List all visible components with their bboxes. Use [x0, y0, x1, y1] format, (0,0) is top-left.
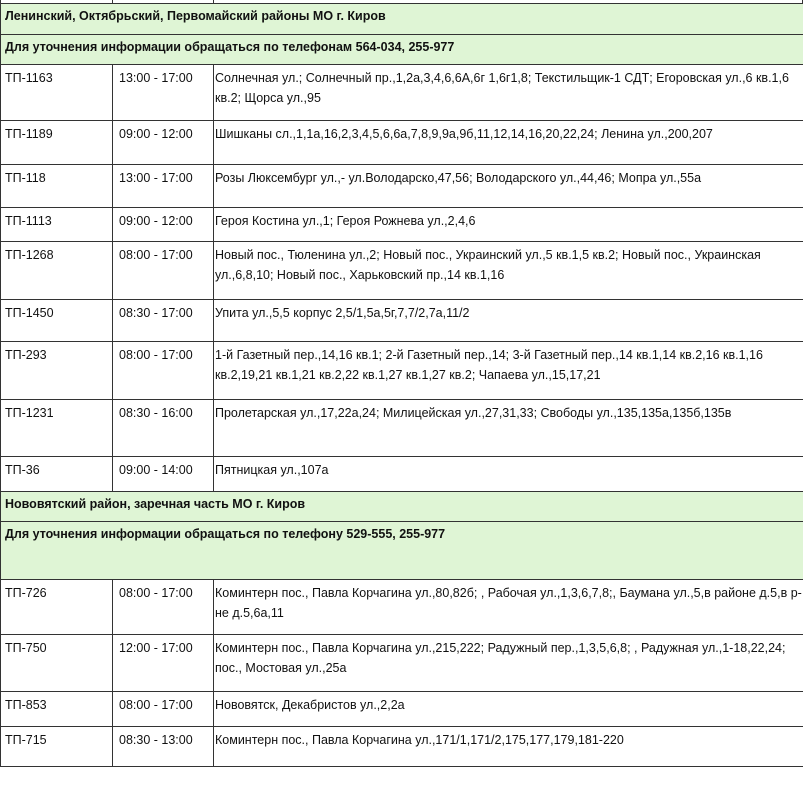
substation-id: ТП-293 — [1, 342, 113, 400]
outage-time: 08:00 - 17:00 — [113, 692, 214, 727]
addresses: 1-й Газетный пер.,14,16 кв.1; 2-й Газетный пер.,14; 3-й Газетный пер.,14 кв.1,14 кв.2,16 кв.1,16 кв.2,19,21 кв.1,21 кв.2,22 кв.1,27 кв.1,27 кв.2; Чапаева ул.,15,17,21 — [214, 342, 803, 400]
outage-time: 13:00 - 17:00 — [113, 165, 214, 208]
contact-header-row — [1, 35, 803, 65]
substation-id: ТП-1231 — [1, 400, 113, 457]
addresses: Коминтерн пос., Павла Корчагина ул.,171/1,171/2,175,177,179,181-220 — [214, 727, 803, 767]
outage-time: 08:30 - 13:00 — [113, 727, 214, 767]
substation-id: ТП-750 — [1, 635, 113, 692]
addresses: Коминтерн пос., Павла Корчагина ул.,80,82б; , Рабочая ул.,1,3,6,7,8;, Баумана ул.,5,в районе д.5,в р-не д.5,6а,11 — [214, 580, 803, 635]
table-row — [1, 342, 803, 400]
substation-id: ТП-1450 — [1, 300, 113, 342]
substation-id: ТП-36 — [1, 457, 113, 492]
addresses: Новый пос., Тюленина ул.,2; Новый пос., Украинский ул.,5 кв.1,5 кв.2; Новый пос., Украинская ул.,6,8,10; Новый пос., Харьковский пр.,14 кв.1,16 — [214, 242, 803, 300]
table-row — [1, 242, 803, 300]
outage-time: 08:30 - 16:00 — [113, 400, 214, 457]
substation-id: ТП-715 — [1, 727, 113, 767]
table-row — [1, 65, 803, 121]
table-row — [1, 580, 803, 635]
addresses: Шишканы сл.,1,1а,16,2,3,4,5,6,6а,7,8,9,9а,9б,11,12,14,16,20,22,24; Ленина ул.,200,207 — [214, 121, 803, 165]
substation-id: ТП-726 — [1, 580, 113, 635]
substation-id: ТП-1113 — [1, 208, 113, 242]
outage-time: 09:00 - 14:00 — [113, 457, 214, 492]
table-row — [1, 121, 803, 165]
substation-id: ТП-1163 — [1, 65, 113, 121]
contact-header-row — [1, 522, 803, 580]
substation-id: ТП-853 — [1, 692, 113, 727]
district-header-row — [1, 4, 803, 35]
table-row — [1, 400, 803, 457]
outage-time: 08:00 - 17:00 — [113, 342, 214, 400]
outage-time: 12:00 - 17:00 — [113, 635, 214, 692]
outage-time: 13:00 - 17:00 — [113, 65, 214, 121]
district-name: Ленинский, Октябрьский, Первомайский районы МО г. Киров — [1, 4, 803, 35]
outage-time: 08:30 - 17:00 — [113, 300, 214, 342]
table-row — [1, 727, 803, 767]
table-row — [1, 208, 803, 242]
table-row — [1, 300, 803, 342]
table-row — [1, 165, 803, 208]
district-header-row — [1, 492, 803, 522]
contact-info: Для уточнения информации обращаться по телефонам 564-034, 255-977 — [1, 35, 803, 65]
outage-time: 08:00 - 17:00 — [113, 242, 214, 300]
substation-id: ТП-1268 — [1, 242, 113, 300]
addresses: Пятницкая ул.,107а — [214, 457, 803, 492]
addresses: Героя Костина ул.,1; Героя Рожнева ул.,2,4,6 — [214, 208, 803, 242]
addresses: Пролетарская ул.,17,22а,24; Милицейская ул.,27,31,33; Свободы ул.,135,135а,135б,135в — [214, 400, 803, 457]
outage-time: 09:00 - 12:00 — [113, 208, 214, 242]
substation-id: ТП-118 — [1, 165, 113, 208]
outage-schedule-table — [0, 3, 803, 767]
outage-time: 09:00 - 12:00 — [113, 121, 214, 165]
addresses: Розы Люксембург ул.,- ул.Володарско,47,56; Володарского ул.,44,46; Мопра ул.,55а — [214, 165, 803, 208]
addresses: Коминтерн пос., Павла Корчагина ул.,215,222; Радужный пер.,1,3,5,6,8; , Радужная ул.,1-18,22,24; пос., Мостовая ул.,25а — [214, 635, 803, 692]
outage-time: 08:00 - 17:00 — [113, 580, 214, 635]
addresses: Солнечная ул.; Солнечный пр.,1,2а,3,4,6,6А,6г 1,6г1,8; Текстильщик-1 СДТ; Егоровская ул.,6 кв.1,6 кв.2; Щорса ул.,95 — [214, 65, 803, 121]
table-row — [1, 457, 803, 492]
contact-info: Для уточнения информации обращаться по телефону 529-555, 255-977 — [1, 522, 803, 580]
addresses: Нововятск, Декабристов ул.,2,2а — [214, 692, 803, 727]
substation-id: ТП-1189 — [1, 121, 113, 165]
district-name: Нововятский район, заречная часть МО г. Киров — [1, 492, 803, 522]
table-row — [1, 635, 803, 692]
table-row — [1, 692, 803, 727]
addresses: Упита ул.,5,5 корпус 2,5/1,5а,5г,7,7/2,7а,11/2 — [214, 300, 803, 342]
